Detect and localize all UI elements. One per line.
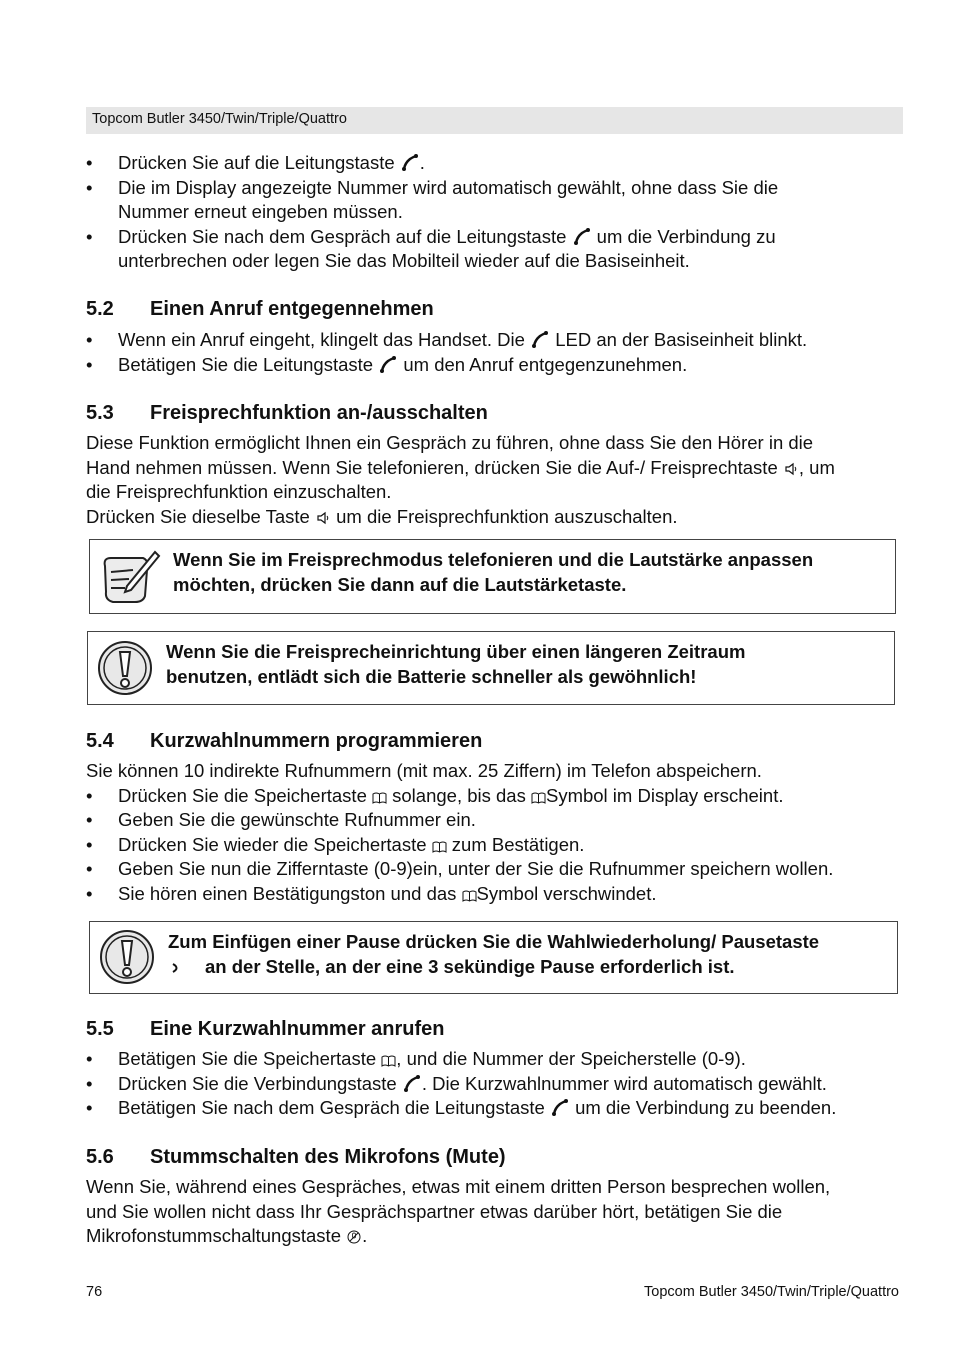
book-icon — [381, 1054, 396, 1068]
section-5-3-paragraph — [86, 431, 906, 529]
list-item: • Geben Sie die gewünschte Rufnummer ein. — [86, 809, 476, 831]
phone-icon — [378, 354, 398, 374]
list-item: • Betätigen Sie die Leitungstaste um den Anruf entgegenzunehmen. — [86, 353, 688, 375]
warning-text: benutzen, entlädt sich die Batterie schneller als gewöhnlich! — [166, 666, 697, 687]
page-number: 76 — [86, 1284, 103, 1300]
list-item: • Geben Sie nun die Zifferntaste (0-9)ein, unter der Sie die Rufnummer speichern wollen. — [86, 858, 834, 880]
footer-title: Topcom Butler 3450/Twin/Triple/Quattro — [644, 1284, 899, 1300]
header-title: Topcom Butler 3450/Twin/Triple/Quattro — [92, 111, 347, 127]
warning-text: Wenn Sie die Freisprecheinrichtung über einen längeren Zeitraum — [166, 641, 746, 662]
exclamation-icon — [96, 639, 154, 697]
page-header — [86, 107, 903, 134]
warning-box — [89, 921, 898, 994]
paragraph-line: Mikrofonstummschaltungstaste . — [86, 1225, 368, 1247]
intro-bullet-list — [86, 151, 906, 274]
section-5-2-bullets — [86, 328, 906, 377]
section-5-4-content — [86, 759, 906, 907]
list-item: • Drücken Sie die Verbindungstaste . Die Kurzwahlnummer wird automatisch gewählt. — [86, 1072, 827, 1094]
list-item: • Sie hören einen Bestätigungston und das Symbol verschwindet. — [86, 882, 657, 904]
list-item: • Drücken Sie nach dem Gespräch auf die Leitungstaste um die Verbindung zu — [86, 225, 776, 247]
list-item-continuation: Nummer erneut eingeben müssen. — [118, 201, 403, 223]
paragraph-line: Sie können 10 indirekte Rufnummern (mit max. 25 Ziffern) im Telefon abspeichern. — [86, 760, 762, 781]
list-item: • Die im Display angezeigte Nummer wird automatisch gewählt, ohne dass Sie die — [86, 176, 779, 198]
phone-icon — [400, 152, 420, 172]
book-icon — [372, 791, 387, 805]
section-heading-5-3: 5.3 Freisprechfunktion an-/ausschalten — [86, 402, 488, 424]
notepad-pencil-icon — [99, 546, 161, 606]
list-item: • Drücken Sie auf die Leitungstaste . — [86, 152, 425, 173]
phone-icon — [572, 226, 592, 246]
note-box — [89, 539, 896, 614]
list-item: • Betätigen Sie die Speichertaste , und die Nummer der Speicherstelle (0-9). — [86, 1048, 746, 1069]
paragraph-line: die Freisprechfunktion einzuschalten. — [86, 481, 392, 503]
warning-box — [87, 631, 895, 705]
section-5-6-paragraph — [86, 1175, 906, 1249]
section-5-5-bullets — [86, 1047, 906, 1121]
speaker-icon — [783, 461, 799, 477]
paragraph-line: Hand nehmen müssen. Wenn Sie telefonieren, drücken Sie die Auf-/ Freisprechtaste , um — [86, 456, 835, 478]
book-icon — [432, 840, 447, 854]
paragraph-line: Wenn Sie, während eines Gespräches, etwas mit einem dritten Person besprechen wollen, — [86, 1176, 831, 1197]
list-item: • Drücken Sie die Speichertaste solange, bis das Symbol im Display erscheint. — [86, 784, 784, 806]
paragraph-line: Diese Funktion ermöglicht Ihnen ein Gespräch zu führen, ohne dass Sie den Hörer in die — [86, 432, 814, 453]
list-item: • Wenn ein Anruf eingeht, klingelt das Handset. Die LED an der Basiseinheit blinkt. — [86, 329, 808, 350]
warning-text: Zum Einfügen einer Pause drücken Sie die Wahlwiederholung/ Pausetaste — [168, 931, 820, 952]
redial-pause-icon — [170, 962, 182, 974]
section-heading-5-4: 5.4 Kurzwahlnummern programmieren — [86, 730, 483, 752]
note-text: möchten, drücken Sie dann auf die Lautstärketaste. — [173, 574, 627, 595]
book-icon — [531, 791, 546, 805]
phone-icon — [550, 1097, 570, 1117]
paragraph-line: Drücken Sie dieselbe Taste um die Freisprechfunktion auszuschalten. — [86, 505, 678, 527]
mute-microphone-icon — [346, 1229, 362, 1245]
warning-text: an der Stelle, an der eine 3 sekündige Pause erforderlich ist. — [205, 956, 735, 977]
paragraph-line: und Sie wollen nicht dass Ihr Gesprächspartner etwas darüber hört, betätigen Sie die — [86, 1200, 783, 1222]
exclamation-icon — [98, 928, 156, 986]
section-heading-5-6: 5.6 Stummschalten des Mikrofons (Mute) — [86, 1146, 506, 1168]
speaker-icon — [315, 510, 331, 526]
list-item: • Drücken Sie wieder die Speichertaste zum Bestätigen. — [86, 833, 585, 855]
section-heading-5-5: 5.5 Eine Kurzwahlnummer anrufen — [86, 1018, 445, 1040]
phone-icon — [530, 329, 550, 349]
list-item-continuation: unterbrechen oder legen Sie das Mobilteil wieder auf die Basiseinheit. — [118, 250, 690, 272]
list-item: • Betätigen Sie nach dem Gespräch die Leitungstaste um die Verbindung zu beenden. — [86, 1097, 837, 1119]
phone-icon — [402, 1073, 422, 1093]
section-heading-5-2: 5.2 Einen Anruf entgegennehmen — [86, 298, 434, 320]
book-icon — [462, 889, 477, 903]
note-text: Wenn Sie im Freisprechmodus telefonieren und die Lautstärke anpassen — [173, 549, 814, 570]
